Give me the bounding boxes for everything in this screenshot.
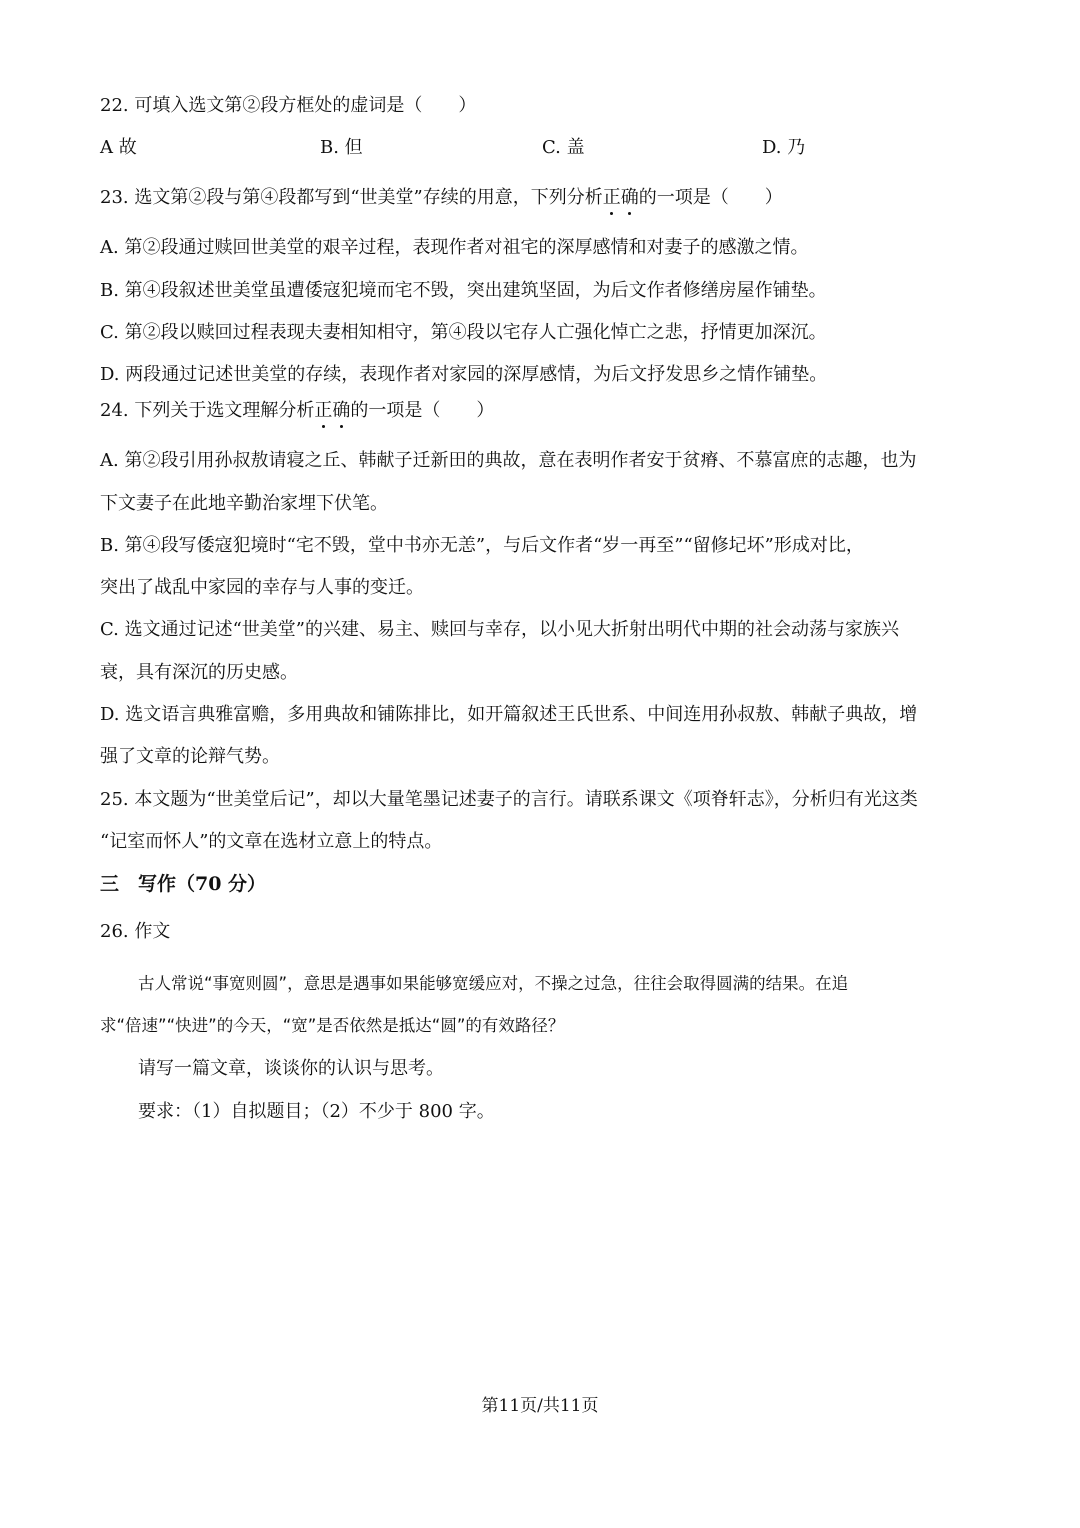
q24-option-b-line2: 突出了战乱中家园的幸存与人事的变迁。 — [100, 577, 424, 598]
q23-stem-tail: 的一项是（ ） — [638, 187, 783, 208]
section-heading: 三 写作（70 分） — [100, 873, 267, 895]
q26-prompt-line2: 求“倍速”“快进”的今天，“宽”是否依然是抵达“圆”的有效路径？ — [100, 1016, 565, 1035]
q23-option-c: C. 第②段以赎回过程表现夫妻相知相守，第④段以宅存人亡强化悼亡之悲，抒情更加深沉。 — [100, 322, 827, 343]
q25-line2: “记室而怀人”的文章在选材立意上的特点。 — [100, 831, 443, 852]
q24-stem-text: 24. 下列关于选文理解分析 — [100, 400, 315, 421]
q22-option-d: D. 乃 — [762, 137, 806, 158]
q22-option-b: B. 但 — [320, 137, 363, 158]
q24-option-d-line1: D. 选文语言典雅富赡，多用典故和铺陈排比，如开篇叙述王氏世系、中间连用孙叔敖、韩献子典故，增 — [100, 704, 918, 725]
q23-stem — [100, 186, 783, 210]
q24-stem-tail: 的一项是（ ） — [350, 400, 495, 421]
q24-option-b-line1: B. 第④段写倭寇犯境时“宅不毁，堂中书亦无恙”，与后文作者“岁一再至”“留修圮坏”形成对比， — [100, 535, 864, 556]
q26-prompt-line1: 古人常说“事宽则圆”，意思是遇事如果能够宽缓应对，不操之过急，往往会取得圆满的结果。在追 — [138, 974, 849, 993]
q24-option-c-line1: C. 选文通过记述“世美堂”的兴建、易主、赎回与幸存，以小见大折射出明代中期的社会动荡与家族兴 — [100, 619, 899, 640]
q23-stem-text: 23. 选文第②段与第④段都写到“世美堂”存续的用意，下列分析 — [100, 187, 603, 208]
q24-option-d-line2: 强了文章的论辩气势。 — [100, 746, 280, 767]
q24-option-c-line2: 衰，具有深沉的历史感。 — [100, 662, 298, 683]
q26-instruction: 请写一篇文章，谈谈你的认识与思考。 — [138, 1058, 444, 1079]
q22-option-a: A 故 — [100, 137, 137, 158]
q24-emphasis-char-1: 正 — [314, 400, 333, 421]
q22-option-c: C. 盖 — [542, 137, 585, 158]
q24-emphasis-char-2: 确 — [332, 400, 351, 421]
q24-option-a-line2: 下文妻子在此地辛勤治家埋下伏笔。 — [100, 493, 388, 514]
q23-option-a: A. 第②段通过赎回世美堂的艰辛过程，表现作者对祖宅的深厚感情和对妻子的感激之情。 — [100, 237, 809, 258]
q23-option-d: D. 两段通过记述世美堂的存续，表现作者对家园的深厚感情，为后文抒发思乡之情作铺垫。 — [100, 364, 828, 385]
q26-label: 26. 作文 — [100, 921, 171, 942]
q23-emphasis-char-2: 确 — [620, 187, 639, 208]
page-number: 第11页/共11页 — [481, 1396, 599, 1416]
q23-option-b: B. 第④段叙述世美堂虽遭倭寇犯境而宅不毁，突出建筑坚固，为后文作者修缮房屋作铺垫。 — [100, 280, 827, 301]
q23-emphasis-char-1: 正 — [602, 187, 621, 208]
q22-stem: 22. 可填入选文第②段方框处的虚词是（ ） — [100, 95, 477, 116]
q24-option-a-line1: A. 第②段引用孙叔敖请寝之丘、韩献子迁新田的典故，意在表明作者安于贫瘠、不慕富庶的志趣，也为 — [100, 450, 917, 471]
q24-stem — [100, 399, 494, 423]
q26-requirement: 要求：（1）自拟题目；（2）不少于 800 字。 — [138, 1101, 495, 1122]
q25-line1: 25. 本文题为“世美堂后记”，却以大量笔墨记述妻子的言行。请联系课文《项脊轩志》，分析归有光这类 — [100, 789, 918, 810]
